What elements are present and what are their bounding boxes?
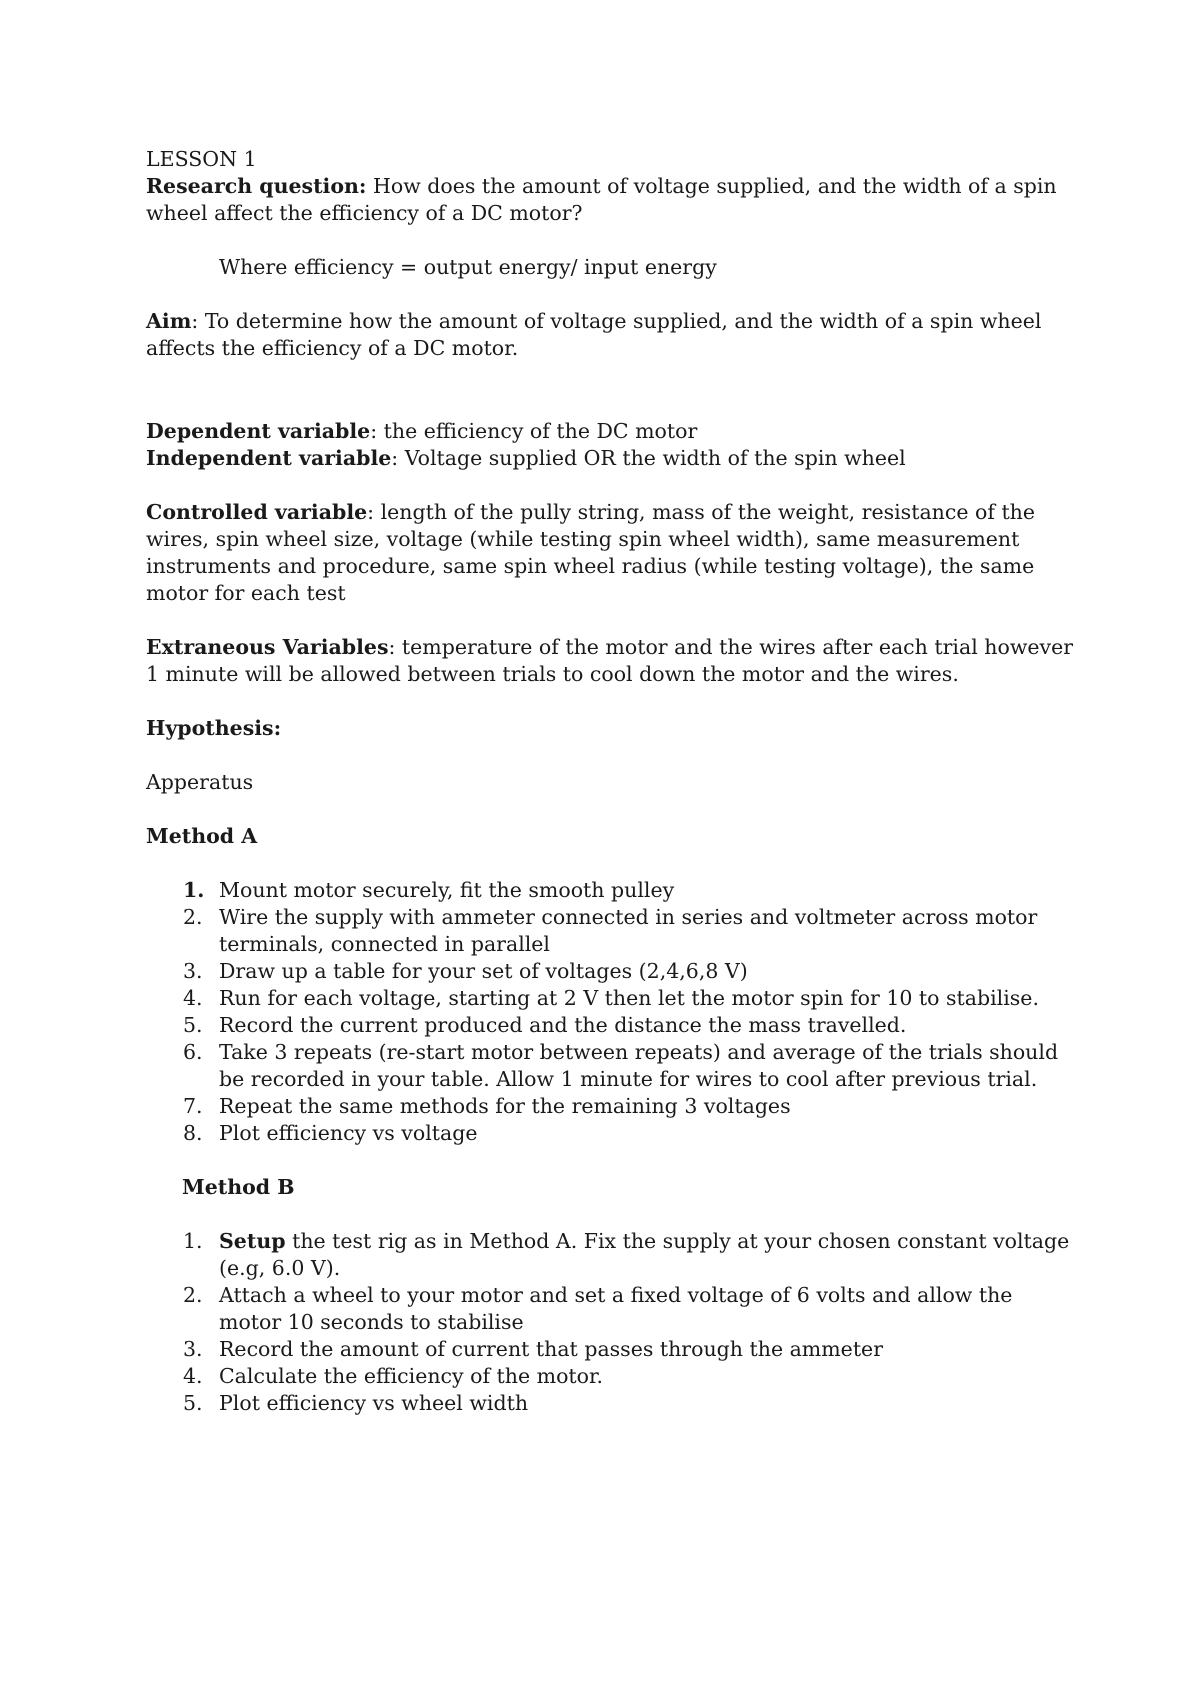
list-item bbox=[146, 1336, 1076, 1363]
list-item-text: Plot efficiency vs wheel width bbox=[219, 1391, 529, 1415]
method-a-steps bbox=[146, 877, 1076, 1147]
dependent-variable bbox=[146, 418, 1076, 445]
list-number: 4. bbox=[183, 1364, 203, 1388]
list-number: 2. bbox=[183, 1283, 203, 1307]
aim-text: : To determine how the amount of voltage supplied, and the width of a spin wheel affects the efficiency of a DC motor. bbox=[146, 309, 1042, 360]
setup-label: Setup bbox=[219, 1229, 286, 1253]
aim-label: Aim bbox=[146, 309, 192, 333]
list-number: 5. bbox=[183, 1391, 203, 1415]
extraneous-variables-text: : temperature of the motor and the wires after each trial however 1 minute will be allowed between trials to cool down the motor and the wires. bbox=[146, 635, 1074, 686]
extraneous-variables-label: Extraneous Variables bbox=[146, 635, 389, 659]
list-number: 1. bbox=[183, 878, 205, 902]
list-item-text: Wire the supply with ammeter connected in series and voltmeter across motor terminals, connected in parallel bbox=[219, 905, 1038, 956]
dependent-variable-label: Dependent variable bbox=[146, 419, 371, 443]
independent-variable-text: : Voltage supplied OR the width of the spin wheel bbox=[391, 446, 906, 470]
list-item-text: Plot efficiency vs voltage bbox=[219, 1121, 478, 1145]
method-b-heading: Method B bbox=[182, 1175, 295, 1199]
list-item-text: Draw up a table for your set of voltages (2,4,6,8 V) bbox=[219, 959, 748, 983]
list-item bbox=[146, 1390, 1076, 1417]
list-item-text: Calculate the efficiency of the motor. bbox=[219, 1364, 604, 1388]
list-item bbox=[146, 1039, 1076, 1093]
list-number: 7. bbox=[183, 1094, 203, 1118]
controlled-variable-label: Controlled variable bbox=[146, 500, 368, 524]
research-question-text: How does the amount of voltage supplied, and the width of a spin wheel affect the efficiency of a DC motor? bbox=[146, 174, 1057, 225]
method-a-heading: Method A bbox=[146, 824, 258, 848]
list-item bbox=[146, 1120, 1076, 1147]
list-item bbox=[146, 877, 1076, 904]
list-item-text: Mount motor securely, fit the smooth pulley bbox=[219, 878, 675, 902]
list-item-text: Take 3 repeats (re-start motor between repeats) and average of the trials should be recorded in your table. Allow 1 minute for wires to cool after previous trial. bbox=[219, 1040, 1059, 1091]
list-number: 4. bbox=[183, 986, 203, 1010]
list-item bbox=[146, 1363, 1076, 1390]
extraneous-variables bbox=[146, 634, 1076, 688]
aim bbox=[146, 308, 1076, 362]
list-item-text: Repeat the same methods for the remaining 3 voltages bbox=[219, 1094, 791, 1118]
list-item-text: Run for each voltage, starting at 2 V then let the motor spin for 10 to stabilise. bbox=[219, 986, 1039, 1010]
list-item bbox=[146, 1012, 1076, 1039]
dependent-variable-text: : the efficiency of the DC motor bbox=[370, 419, 698, 443]
list-item-text: Attach a wheel to your motor and set a fixed voltage of 6 volts and allow the motor 10 seconds to stabilise bbox=[219, 1283, 1013, 1334]
research-question-label: Research question: bbox=[146, 174, 367, 198]
list-item-text: Record the current produced and the distance the mass travelled. bbox=[219, 1013, 907, 1037]
list-number: 6. bbox=[183, 1040, 203, 1064]
list-number: 8. bbox=[183, 1121, 203, 1145]
method-b-steps bbox=[146, 1228, 1076, 1417]
lesson-title: LESSON 1 bbox=[146, 147, 257, 171]
list-item bbox=[146, 1228, 1076, 1282]
list-item bbox=[146, 1282, 1076, 1336]
list-item-text: the test rig as in Method A. Fix the supply at your chosen constant voltage (e.g, 6.0 V). bbox=[219, 1229, 1070, 1280]
list-number: 1. bbox=[183, 1229, 203, 1253]
efficiency-formula: Where efficiency = output energy/ input energy bbox=[219, 255, 717, 279]
list-number: 3. bbox=[183, 1337, 203, 1361]
hypothesis-heading: Hypothesis: bbox=[146, 716, 282, 740]
list-item bbox=[146, 1093, 1076, 1120]
research-question bbox=[146, 173, 1076, 227]
document-body bbox=[146, 146, 1076, 1417]
list-item-text: Record the amount of current that passes through the ammeter bbox=[219, 1337, 883, 1361]
list-item bbox=[146, 904, 1076, 958]
controlled-variable-text: : length of the pully string, mass of the weight, resistance of the wires, spin wheel size, voltage (while testing spin wheel width), same measurement instruments and procedure, same spin wheel radius (while testing voltage), the same motor for each test bbox=[146, 500, 1036, 605]
list-item bbox=[146, 958, 1076, 985]
list-number: 3. bbox=[183, 959, 203, 983]
independent-variable-label: Independent variable bbox=[146, 446, 392, 470]
controlled-variable bbox=[146, 499, 1076, 607]
list-number: 5. bbox=[183, 1013, 203, 1037]
list-number: 2. bbox=[183, 905, 203, 929]
apparatus-heading: Apperatus bbox=[146, 770, 254, 794]
independent-variable bbox=[146, 445, 1076, 472]
list-item bbox=[146, 985, 1076, 1012]
